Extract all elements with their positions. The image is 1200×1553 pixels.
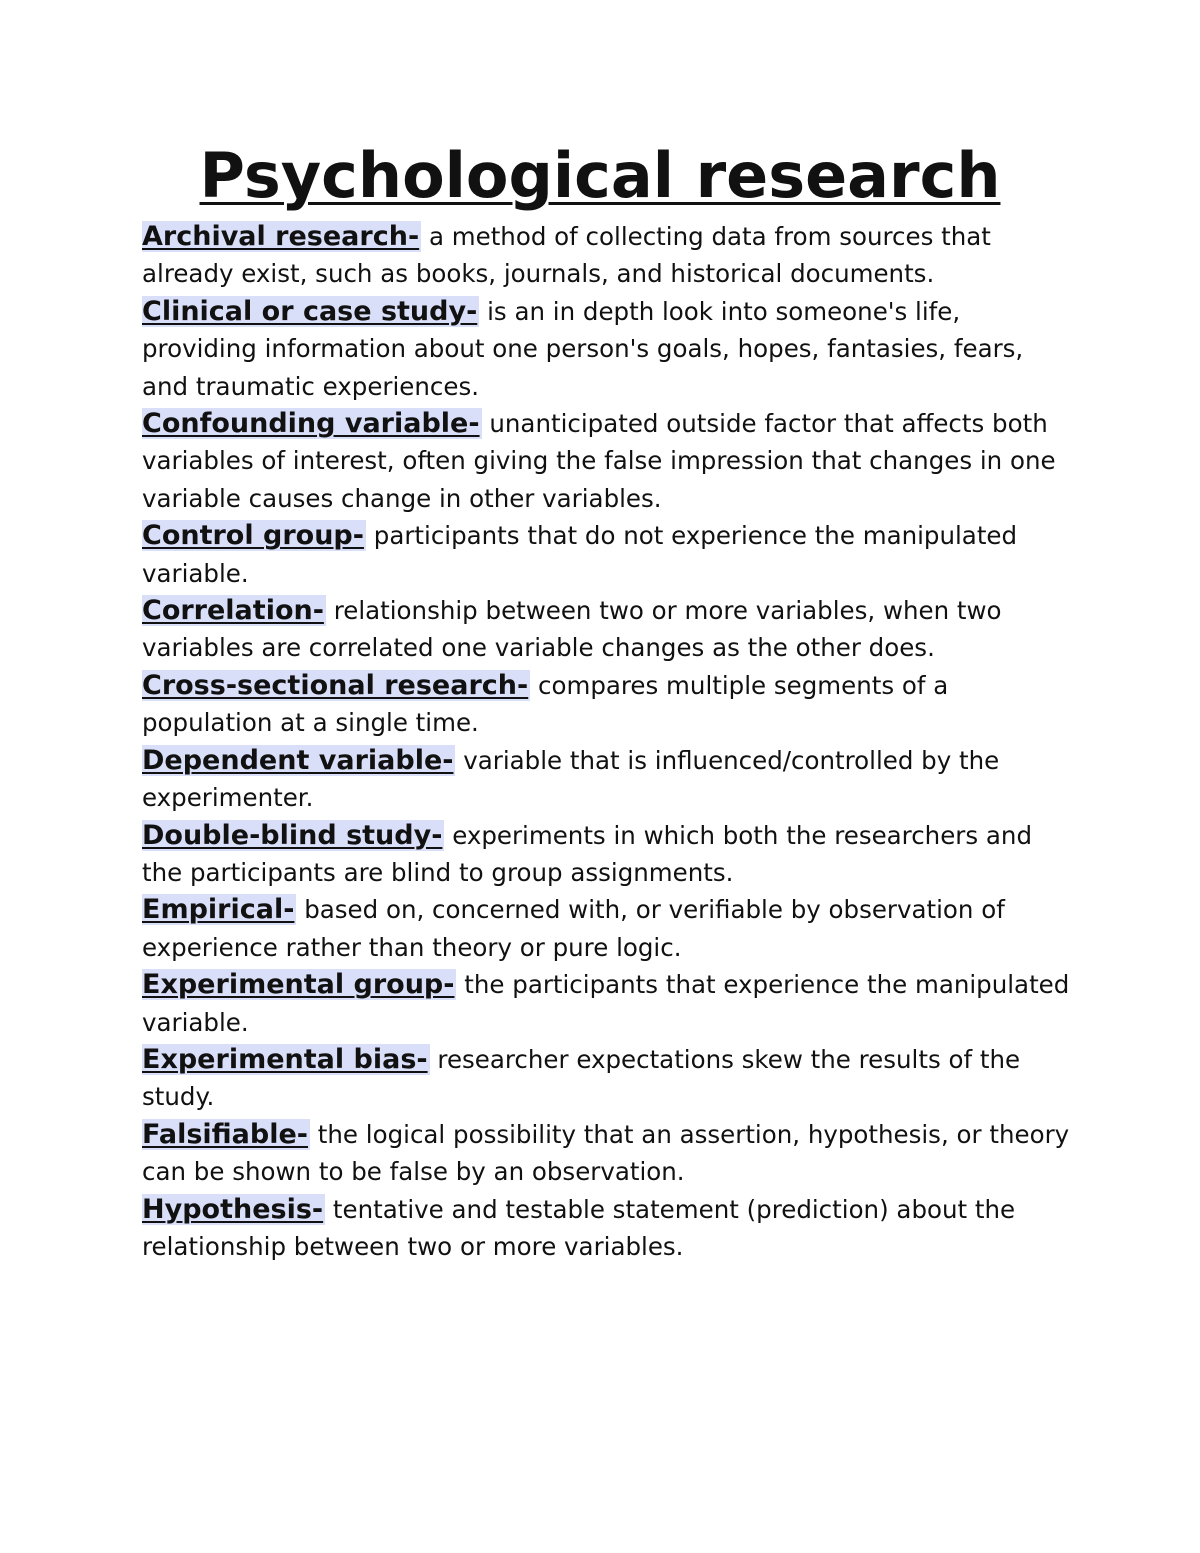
glossary-entry-confounding-variable: [142, 405, 1072, 517]
glossary-definition: participants that do not experience the manipulated variable.: [142, 521, 1018, 588]
glossary-term: Empirical-: [142, 894, 295, 926]
glossary-entry-experimental-bias: [142, 1041, 1072, 1116]
page-title: Psychological research: [199, 139, 1001, 212]
glossary-term: Archival research-: [142, 221, 420, 252]
glossary-list: [142, 218, 1072, 1265]
glossary-term: Hypothesis-: [142, 1193, 324, 1225]
glossary-term: Experimental group-: [142, 969, 455, 1001]
glossary-entry-double-blind-study: [142, 817, 1072, 892]
glossary-definition: unanticipated outside factor that affects both variables of interest, often giving the false impression that changes in one variable causes change in other variables.: [142, 409, 1056, 513]
glossary-definition: researcher expectations skew the results of the study.: [142, 1044, 1021, 1112]
glossary-term: Correlation-: [142, 595, 324, 627]
glossary-entry-clinical-or-case-study: [142, 293, 1072, 405]
glossary-entry-dependent-variable: [142, 742, 1072, 817]
glossary-definition: tentative and testable statement (prediction) about the relationship between two or more variables.: [142, 1194, 1016, 1261]
glossary-entry-falsifiable: [142, 1116, 1072, 1191]
glossary-entry-cross-sectional-research: [142, 667, 1072, 742]
glossary-entry-control-group: [142, 517, 1072, 592]
glossary-entry-correlation: [142, 592, 1072, 667]
glossary-term: Double-blind study-: [142, 819, 443, 851]
glossary-term: Falsifiable-: [142, 1118, 308, 1150]
glossary-entry-experimental-group: [142, 966, 1072, 1041]
glossary-entry-empirical: [142, 891, 1072, 966]
glossary-definition: variable that is influenced/controlled by the experimenter.: [142, 745, 1000, 813]
glossary-definition: a method of collecting data from sources that already exist, such as books, journals, and historical documents.: [142, 222, 991, 289]
glossary-term: Control group-: [142, 520, 364, 552]
glossary-entry-hypothesis: [142, 1191, 1072, 1266]
glossary-definition: experiments in which both the researchers and the participants are blind to group assignments.: [142, 820, 1032, 887]
glossary-definition: relationship between two or more variables, when two variables are correlated one variable changes as the other does.: [142, 596, 1002, 663]
glossary-term: Clinical or case study-: [142, 295, 478, 327]
glossary-term: Cross-sectional research-: [142, 669, 529, 701]
glossary-definition: the participants that experience the manipulated variable.: [142, 970, 1070, 1037]
glossary-entry-archival-research: [142, 218, 1072, 293]
glossary-term: Dependent variable-: [142, 744, 454, 776]
glossary-definition: the logical possibility that an assertion, hypothesis, or theory can be shown to be false by an observation.: [142, 1119, 1070, 1187]
glossary-definition: based on, concerned with, or verifiable by observation of experience rather than theory or pure logic.: [142, 895, 1005, 962]
glossary-term: Confounding variable-: [142, 408, 480, 440]
glossary-definition: is an in depth look into someone's life, providing information about one person's goals, hopes, fantasies, fears, and traumatic experiences.: [142, 296, 1024, 401]
glossary-definition: compares multiple segments of a population at a single time.: [142, 670, 949, 738]
glossary-term: Experimental bias-: [142, 1043, 428, 1075]
